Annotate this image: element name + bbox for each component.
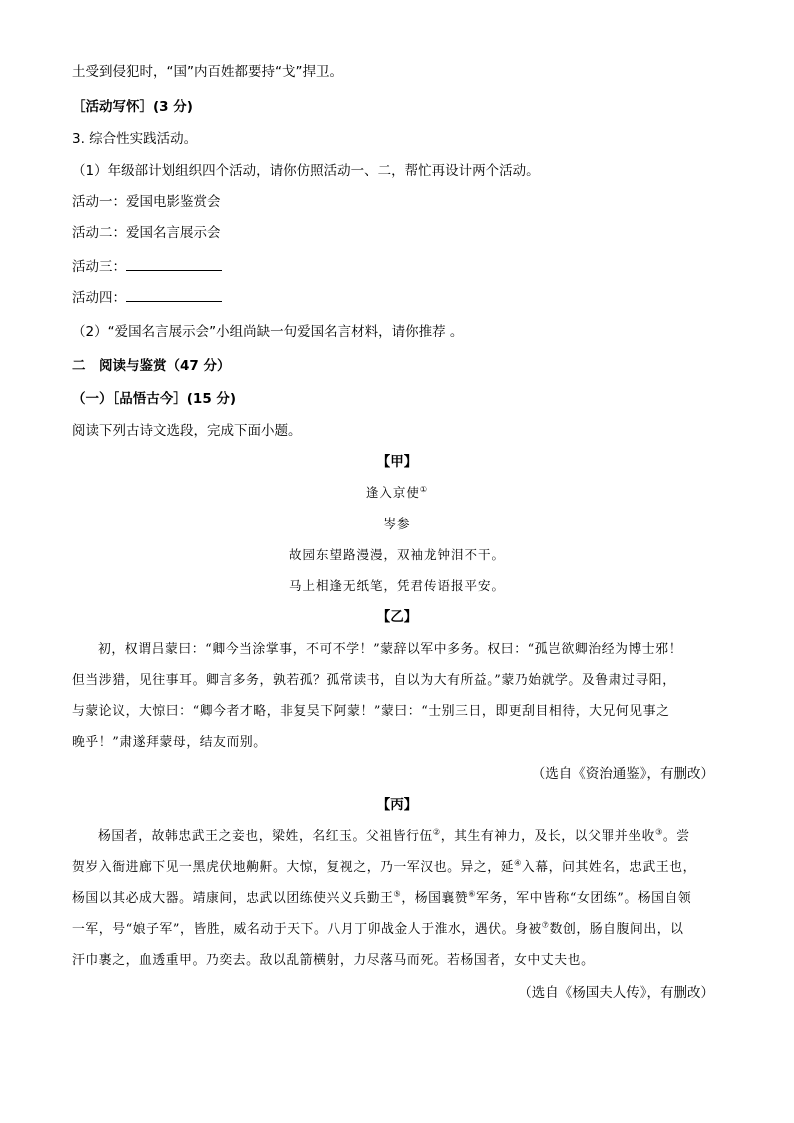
poem-title-text: 逢入京使 bbox=[365, 485, 420, 500]
bing-text: 。尝 bbox=[662, 829, 690, 844]
bing-text: 杨国者，故韩忠武王之妾也，梁姓，名红玉。父祖皆行伍 bbox=[98, 829, 433, 844]
sub-question-2: （2）“爱国名言展示会”小组尚缺一句爱国名言材料，请你推荐 。 bbox=[72, 324, 464, 340]
poem-author: 岑参 bbox=[383, 516, 411, 531]
bing-line-4 bbox=[72, 920, 732, 940]
bing-text: 数创，肠自腹间出，以 bbox=[549, 922, 684, 937]
activity-4-label: 活动四： bbox=[72, 290, 126, 306]
bing-text: ，其生有神力，及长，以父罪并坐收 bbox=[440, 829, 656, 844]
activity-2: 活动二：爱国名言展示会 bbox=[72, 225, 221, 241]
note-1: ① bbox=[419, 484, 429, 494]
note-7: ⑦ bbox=[541, 920, 550, 930]
reading-instruction: 阅读下列古诗文选段，完成下面小题。 bbox=[72, 423, 302, 439]
activity-3-label: 活动三： bbox=[72, 259, 126, 275]
activity-3 bbox=[72, 256, 222, 277]
yi-label: 【乙】 bbox=[376, 609, 418, 625]
note-6: ⑥ bbox=[468, 889, 477, 899]
bing-text: 军务，军中皆称“女团练”。杨国自领 bbox=[476, 891, 692, 906]
question-3: 3. 综合性实践活动。 bbox=[72, 131, 198, 147]
activity-4 bbox=[72, 287, 222, 308]
yi-source: （选自《资治通鉴》，有删改） bbox=[531, 766, 714, 782]
poem-title bbox=[0, 484, 794, 502]
poem-line-2: 马上相逢无纸笔，凭君传语报平安。 bbox=[288, 578, 505, 593]
bing-label: 【丙】 bbox=[376, 797, 418, 813]
yi-line-1: 初，权谓吕蒙曰：“卿今当涂掌事，不可不学！”蒙辞以军中多务。权曰：“孤岂欲卿治经为博士邪！ bbox=[98, 642, 683, 657]
activity-3-blank[interactable] bbox=[126, 256, 222, 271]
bing-source: （选自《杨国夫人传》，有删改） bbox=[518, 985, 714, 1001]
yi-line-2: 但当涉猎，见往事耳。卿言多务，孰若孤？孤常读书，自以为大有所益。”蒙乃始就学。及鲁肃过寻阳， bbox=[72, 673, 676, 688]
intro-line: 土受到侵犯时，“国”内百姓都要持“戈”捍卫。 bbox=[72, 64, 343, 80]
reading-heading: 二 阅读与鉴赏（47 分） bbox=[72, 358, 231, 374]
bing-line-5: 汗巾裹之，血透重甲。乃奕去。敌以乱箭横射，力尽落马而死。若杨国者，女中丈夫也。 bbox=[72, 953, 595, 968]
note-2: ② bbox=[432, 827, 441, 837]
sub-question-1: （1）年级部计划组织四个活动，请你仿照活动一、二，帮忙再设计两个活动。 bbox=[72, 163, 540, 179]
bing-text: 杨国以其必成大器。靖康间，忠武以团练使兴义兵勤王 bbox=[72, 891, 394, 906]
activity-1: 活动一：爱国电影鉴赏会 bbox=[72, 194, 221, 210]
jia-label: 【甲】 bbox=[376, 454, 418, 470]
note-4: ④ bbox=[514, 858, 522, 868]
note-3: ③ bbox=[655, 827, 663, 837]
note-5: ⑤ bbox=[393, 889, 402, 899]
bing-line-3 bbox=[72, 889, 732, 909]
reading-subheading: （一）［品悟古今］(15 分) bbox=[72, 391, 237, 407]
bing-text: 贺岁入衙进廊下见一黑虎伏地齁鼾。大惊，复视之，乃一军汉也。异之，延 bbox=[72, 860, 515, 875]
bing-text: 入幕，问其姓名，忠武王也， bbox=[521, 860, 697, 875]
bing-text: ，杨国襄赞 bbox=[401, 891, 469, 906]
activity-4-blank[interactable] bbox=[126, 287, 222, 302]
activity-heading: ［活动写怀］(3 分) bbox=[72, 99, 193, 115]
poem-line-1: 故园东望路漫漫，双袖龙钟泪不干。 bbox=[288, 547, 505, 562]
yi-line-3: 与蒙论议，大惊曰：“卿今者才略，非复吴下阿蒙！”蒙曰：“士别三日，即更刮目相待，大兄何见事之 bbox=[72, 704, 670, 719]
yi-line-4: 晚乎！”肃遂拜蒙母，结友而别。 bbox=[72, 735, 267, 750]
bing-line-1 bbox=[72, 827, 732, 847]
bing-line-2 bbox=[72, 858, 732, 878]
bing-text: 一军，号“娘子军”，皆胜，威名动于天下。八月丁卯战金人于淮水，遇伏。身被 bbox=[72, 922, 542, 937]
